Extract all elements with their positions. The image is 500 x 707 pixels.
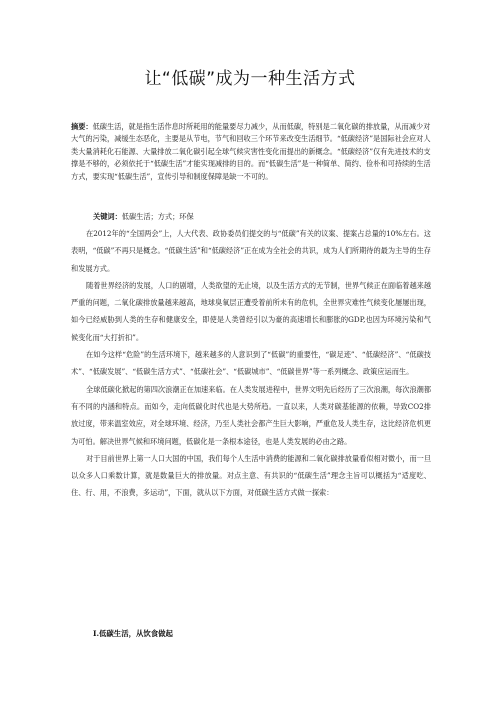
abstract-text: 低碳生活，就是指生活作息时所耗用的能量要尽力减少，从而低碳，特别是二氧化碳的排放量，从而减少对大气的污染，减缓生态恶化，主要是从节电，节气和回收三个环节来改变生活细节。“低碳经济”是国际社会应对人类大量消耗化石能源、大量排放二氧化碳引起全球气候灾害性变化而提出的新概念。“低碳经济”仅有先进技术的支撑是不够的，必须依托于“低碳生活”才能实现减排的目的。而“低碳生活”是一种简单、简约、俭朴和可持续的生活方式，要实现“低碳生活”，宣传引导和制度保障是缺一不可的。: [71, 122, 431, 181]
paragraph: 在如今这样“危险”的生活环境下，越来越多的人意识到了“低碳”的重要性，“碳足迹”、“低碳经济”、“低碳技术”、“低碳发展”、“低碳生活方式”、“低碳社会”、“低碳城市”、“低碳世界”等一系列概念、政策应运而生。: [71, 350, 431, 377]
paragraph: 在2012年的“全国两会”上，人大代表、政协委员们提交的与“低碳”有关的议案、提案占总量的10%左右。这表明，“低碳”不再只是概念。“低碳生活”和“低碳经济”正在成为全社会的共识，成为人们所期待的最为主导的生存和发展方式。: [71, 229, 431, 273]
paragraph: 全球低碳化掀起的第四次浪潮正在加速来临。在人类发展进程中，世界文明先后经历了三次浪潮，每次浪潮都有不同的内涵和特点。而如今，走向低碳化时代也是大势所趋。一直以来，人类对碳基能源的依赖，导致CO2排放过度，带来温室效应，对全球环境、经济，乃至人类社会都产生巨大影响，严重危及人类生存，这比经济危机更为可怕。解决世界气候和环境问题，低碳化是一条根本途径，也是人类发展的必由之路。: [71, 384, 432, 446]
keywords-text: 低碳生活；方式；环保: [121, 212, 194, 221]
page-title: 让“低碳”成为一种生活方式: [144, 69, 356, 89]
paragraph: 对于目前世界上第一人口大国的中国，我们每个人生活中消费的能源和二氧化碳排放量看似相对微小，而一旦以众多人口乘数计算，就是数量巨大的排放量。对点主意、有共识的“低碳生活”理念主旨可以概括为“适度吃、住、行、用，不浪费，多运动”，下面，就从以下方面，对低碳生活方式做一探索：: [71, 453, 432, 498]
keywords-label: 关键词：: [93, 212, 122, 221]
keywords: [93, 211, 433, 223]
body-text: [71, 225, 431, 502]
abstract-label: 摘要：: [71, 122, 93, 131]
paragraph: 随着世界经济的发展，人口的剧增，人类欲望的无止境，以及生活方式的无节制，世界气候正在面临着越来越严重的问题，二氧化碳排放量越来越高，地球臭氧层正遭受着前所未有的危机，全世界灾难性气候变化屡屡出现，如今已经威胁到人类的生存和健康安全，即使是人类曾经引以为豪的高速增长和膨胀的GDP,也因为环境污染和气候变化而“大打折扣”。: [71, 280, 432, 342]
section-heading: Ⅰ.低碳生活，从饮食做起: [93, 629, 173, 638]
abstract: [71, 121, 431, 183]
